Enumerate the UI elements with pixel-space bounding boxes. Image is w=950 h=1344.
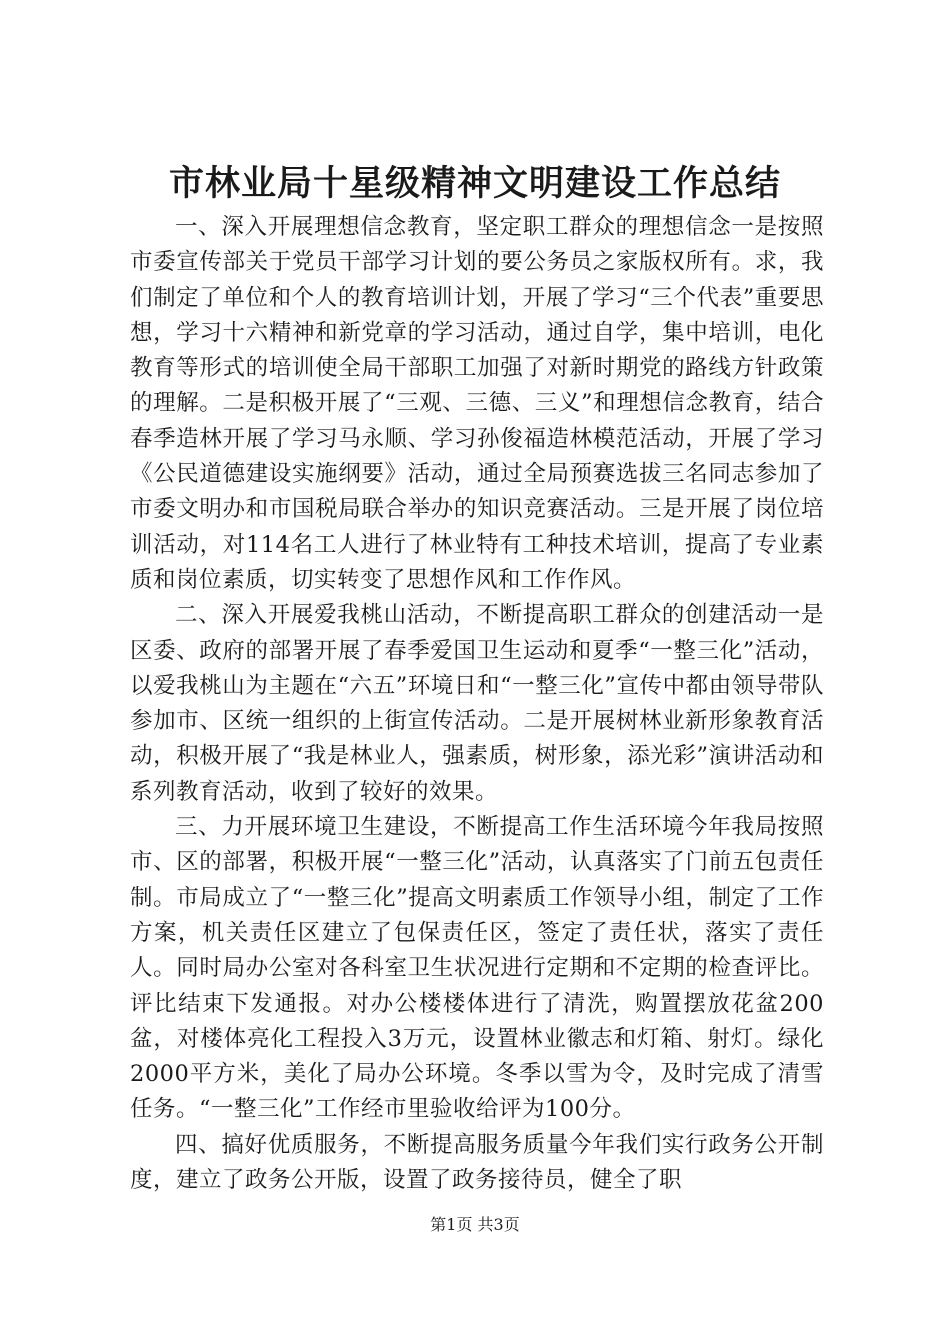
paragraph: 二、深入开展爱我桃山活动，不断提高职工群众的创建活动一是区委、政府的部署开展了春季爱国卫生运动和夏季“一整三化”活动，以爱我桃山为主题在“六五”环境日和“一整三化”宣传中都由领导带队参加市、区统一组织的上街宣传活动。二是开展树林业新形象教育活动，积极开展了“我是林业人，强素质，树形象，添光彩”演讲活动和系列教育活动，收到了较好的效果。 bbox=[130, 602, 824, 805]
paragraph: 一、深入开展理想信念教育，坚定职工群众的理想信念一是按照市委宣传部关于党员干部学习计划的要公务员之家版权所有。求，我们制定了单位和个人的教育培训计划，开展了学习“三个代表”重要思想，学习十六精神和新党章的学习活动，通过自学，集中培训，电化教育等形式的培训使全局干部职工加强了对新时期党的路线方针政策的理解。二是积极开展了“三观、三德、三义”和理想信念教育，结合春季造林开展了学习马永顺、学习孙俊福造林模范活动，开展了学习《公民道德建设实施纲要》活动，通过全局预赛选拔三名同志参加了市委文明办和市国税局联合举办的知识竞赛活动。三是开展了岗位培训活动，对114名工人进行了林业特有工种技术培训，提高了专业素质和岗位素质，切实转变了思想作风和工作作风。 bbox=[130, 214, 824, 593]
page-number-footer: 第1页 共3页 bbox=[430, 1215, 520, 1234]
paragraph: 三、力开展环境卫生建设，不断提高工作生活环境今年我局按照市、区的部署，积极开展“一整三化”活动，认真落实了门前五包责任制。市局成立了“一整三化”提高文明素质工作领导小组，制定了工作方案，机关责任区建立了包保责任区，签定了责任状，落实了责任人。同时局办公室对各科室卫生状况进行定期和不定期的检查评比。评比结束下发通报。对办公楼楼体进行了清洗，购置摆放花盆200盆，对楼体亮化工程投入3万元，设置林业徽志和灯箱、射灯。绿化2000平方米，美化了局办公环境。冬季以雪为令，及时完成了清雪任务。“一整三化”工作经市里验收给评为100分。 bbox=[130, 814, 824, 1123]
document-body bbox=[130, 210, 824, 1198]
document-title: 市林业局十星级精神文明建设工作总结 bbox=[168, 163, 781, 204]
paragraph: 四、搞好优质服务，不断提高服务质量今年我们实行政务公开制度，建立了政务公开版，设置了政务接待员，健全了职 bbox=[130, 1131, 824, 1194]
